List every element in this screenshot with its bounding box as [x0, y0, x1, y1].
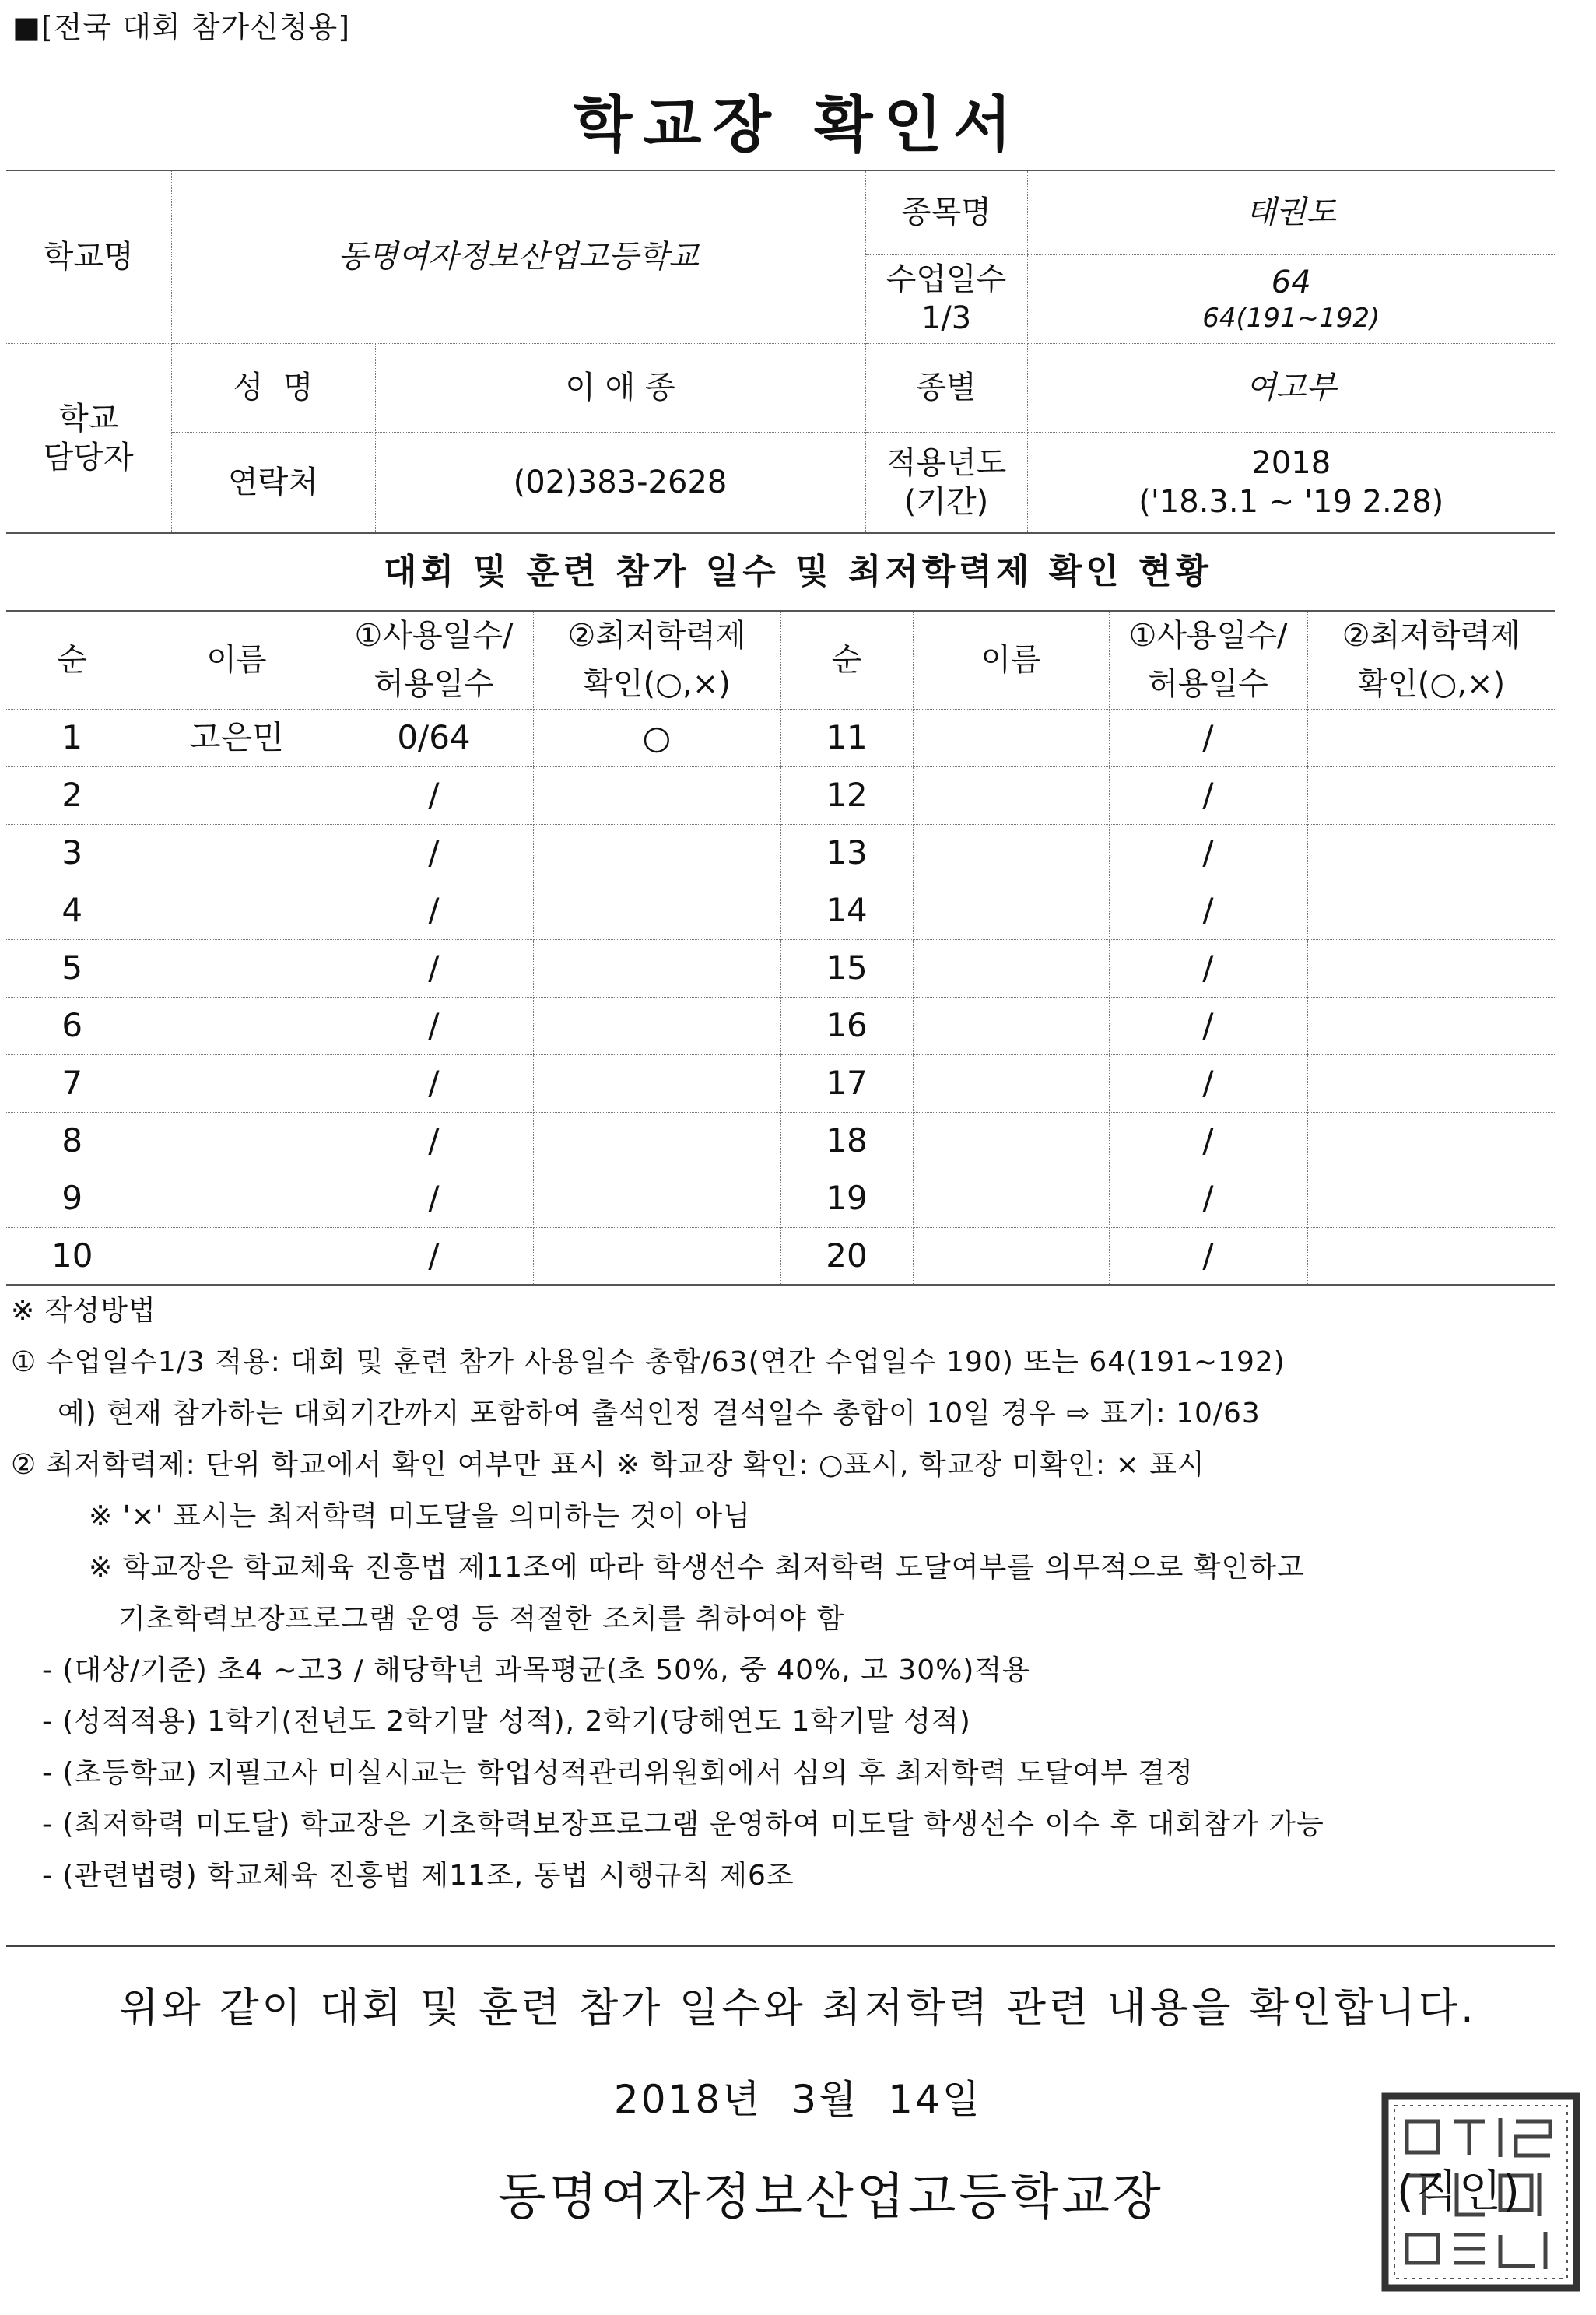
- row-days: /: [335, 766, 533, 824]
- class-days-value: [1027, 254, 1555, 343]
- issue-date: 2018년 3월 14일: [613, 2077, 983, 2122]
- row-name: [913, 766, 1109, 824]
- row-name: [139, 766, 335, 824]
- row-check: [1307, 709, 1555, 766]
- row-days: /: [335, 939, 533, 997]
- row-check: [1307, 882, 1555, 939]
- row-no: 18: [780, 1112, 913, 1170]
- divider: [6, 1945, 1555, 1947]
- row-name: [913, 1112, 1109, 1170]
- row-check: [533, 997, 780, 1054]
- row-name: [913, 1227, 1109, 1285]
- header-name: 이름: [913, 611, 1109, 709]
- header-used-days-line2: 허용일수: [1148, 666, 1268, 703]
- row-name: [913, 1170, 1109, 1227]
- roster-header-row: [6, 611, 1555, 709]
- contact-label: 연락처: [171, 432, 375, 533]
- row-days: /: [1109, 1227, 1307, 1285]
- row-no: 10: [6, 1227, 139, 1285]
- table-row: [6, 1054, 1555, 1112]
- table-row: [6, 939, 1555, 997]
- row-no: 14: [780, 882, 913, 939]
- header-used-days-line1: ①사용일수/: [354, 618, 514, 654]
- row-days: /: [1109, 1054, 1307, 1112]
- table-row: [6, 1112, 1555, 1170]
- period-label-line1: 적용년도: [886, 444, 1007, 481]
- row-no: 12: [780, 766, 913, 824]
- row-check: [533, 1170, 780, 1227]
- row-name: 고은민: [139, 709, 335, 766]
- row-no: 20: [780, 1227, 913, 1285]
- manager-name-label: 성 명: [171, 343, 375, 432]
- row-name: [139, 1054, 335, 1112]
- event-value: 태권도: [1027, 170, 1555, 254]
- row-check: [1307, 766, 1555, 824]
- school-name-label: 학교명: [6, 170, 171, 343]
- row-check: [533, 766, 780, 824]
- instruction-item-2: ② 최저학력제: 단위 학교에서 확인 여부만 표시 ※ 학교장 확인: ○표시, 학교장 미확인: × 표시: [11, 1449, 1205, 1481]
- note-principal-duty: ※ 학교장은 학교체육 진흥법 제11조에 따라 학생선수 최저학력 도달여부를 의무적으로 확인하고: [89, 1552, 1305, 1584]
- row-name: [139, 1112, 335, 1170]
- row-name: [139, 997, 335, 1054]
- row-check: [533, 824, 780, 882]
- row-no: 15: [780, 939, 913, 997]
- row-days: /: [335, 882, 533, 939]
- confirmation-statement: 위와 같이 대회 및 훈련 참가 일수와 최저학력 관련 내용을 확인합니다.: [119, 1985, 1477, 2032]
- document-title: 학교장 확인서: [573, 90, 1023, 160]
- row-no: 7: [6, 1054, 139, 1112]
- table-row: [6, 824, 1555, 882]
- contact-value: (02)383-2628: [375, 432, 865, 533]
- row-days: /: [335, 997, 533, 1054]
- header-min-check-line1: ②최저학력제: [1342, 618, 1521, 654]
- table-row: [6, 1227, 1555, 1285]
- row-no: 16: [780, 997, 913, 1054]
- row-days: /: [1109, 1170, 1307, 1227]
- row-name: [913, 997, 1109, 1054]
- header-min-check-line2: 확인(○,×): [1357, 666, 1506, 703]
- row-check: [1307, 1227, 1555, 1285]
- header-no: 순: [6, 611, 139, 709]
- category-value: 여고부: [1027, 343, 1555, 432]
- row-no: 19: [780, 1170, 913, 1227]
- instruction-item-1: ① 수업일수1/3 적용: 대회 및 훈련 참가 사용일수 총합/63(연간 수업일수 190) 또는 64(191~192): [11, 1346, 1286, 1378]
- row-no: 11: [780, 709, 913, 766]
- manager-label-line2: 담당자: [43, 439, 134, 475]
- row-no: 6: [6, 997, 139, 1054]
- row-check: [1307, 824, 1555, 882]
- header-min-check-line2: 확인(○,×): [583, 666, 731, 703]
- header-no: 순: [780, 611, 913, 709]
- row-no: 1: [6, 709, 139, 766]
- row-name: [913, 709, 1109, 766]
- row-check: [1307, 939, 1555, 997]
- note-target-criteria: - (대상/기준) 초4 ~고3 / 해당학년 과목평균(초 50%, 중 40%, 고 30%)적용: [42, 1654, 1030, 1686]
- row-days: /: [335, 1170, 533, 1227]
- row-days: /: [1109, 1112, 1307, 1170]
- manager-name-value: 이 애 종: [375, 343, 865, 432]
- row-days: /: [1109, 882, 1307, 939]
- header-min-check: [533, 611, 780, 709]
- row-check: ○: [533, 709, 780, 766]
- row-check: [533, 939, 780, 997]
- instructions-heading: ※ 작성방법: [11, 1295, 156, 1327]
- row-days: /: [335, 824, 533, 882]
- row-check: [533, 882, 780, 939]
- principal-title: 동명여자정보산업고등학교장: [498, 2169, 1164, 2226]
- table-row: [6, 1170, 1555, 1227]
- header-name: 이름: [139, 611, 335, 709]
- school-name-value: 동명여자정보산업고등학교: [171, 170, 865, 343]
- row-days: /: [1109, 939, 1307, 997]
- note-not-reached: - (최저학력 미도달) 학교장은 기초학력보장프로그램 운영하여 미도달 학생선수 이수 후 대회참가 가능: [42, 1808, 1324, 1840]
- row-days: /: [1109, 766, 1307, 824]
- header-min-check-line1: ②최저학력제: [567, 618, 746, 654]
- row-name: [139, 882, 335, 939]
- table-row: [6, 766, 1555, 824]
- row-name: [139, 824, 335, 882]
- row-no: 9: [6, 1170, 139, 1227]
- row-name: [913, 882, 1109, 939]
- class-days-label-line2: 1/3: [921, 300, 972, 336]
- class-days-value-line2: 64(191~192): [1202, 302, 1380, 334]
- table-row: [6, 997, 1555, 1054]
- class-days-label: [865, 254, 1027, 343]
- period-value-line2: ('18.3.1 ~ '19 2.28): [1138, 483, 1444, 520]
- row-days: /: [1109, 997, 1307, 1054]
- row-name: [913, 824, 1109, 882]
- period-value: [1027, 432, 1555, 533]
- instructions: [11, 1286, 1567, 1902]
- seal-placeholder-label: (직인): [1397, 2166, 1521, 2217]
- header-used-days-line1: ①사용일수/: [1128, 618, 1288, 654]
- instruction-item-1-example: 예) 현재 참가하는 대회기간까지 포함하여 출석인정 결석일수 총합이 10일 경우 ⇨ 표기: 10/63: [58, 1398, 1261, 1429]
- period-label: [865, 432, 1027, 533]
- row-name: [139, 939, 335, 997]
- school-info-table: [6, 170, 1555, 534]
- row-check: [1307, 1112, 1555, 1170]
- manager-label-line1: 학교: [58, 400, 119, 437]
- manager-label: [6, 343, 171, 533]
- row-check: [533, 1227, 780, 1285]
- note-related-laws: - (관련법령) 학교체육 진흥법 제11조, 동법 시행규칙 제6조: [42, 1860, 794, 1892]
- row-name: [913, 1054, 1109, 1112]
- note-x-mark: ※ '×' 표시는 최저학력 미도달을 의미하는 것이 아님: [89, 1500, 751, 1532]
- form-type-tag: ■[전국 대회 참가신청용]: [12, 10, 351, 44]
- row-no: 8: [6, 1112, 139, 1170]
- header-used-days-line2: 허용일수: [374, 666, 494, 703]
- class-days-label-line1: 수업일수: [886, 261, 1007, 297]
- status-heading: 대회 및 훈련 참가 일수 및 최저학력제 확인 현황: [383, 552, 1213, 591]
- note-elementary: - (초등학교) 지필고사 미실시교는 학업성적관리위원회에서 심의 후 최저학력 도달여부 결정: [42, 1757, 1194, 1789]
- row-days: /: [335, 1227, 533, 1285]
- header-min-check: [1307, 611, 1555, 709]
- period-label-line2: (기간): [903, 483, 989, 520]
- row-check: [1307, 997, 1555, 1054]
- header-used-days: [1109, 611, 1307, 709]
- note-principal-duty-cont: 기초학력보장프로그램 운영 등 적절한 조치를 취하여야 함: [118, 1603, 845, 1635]
- row-name: [139, 1170, 335, 1227]
- row-check: [1307, 1054, 1555, 1112]
- row-name: [139, 1227, 335, 1285]
- row-name: [913, 939, 1109, 997]
- event-label: 종목명: [865, 170, 1027, 254]
- row-check: [533, 1112, 780, 1170]
- row-no: 4: [6, 882, 139, 939]
- table-row: [6, 709, 1555, 766]
- row-days: /: [1109, 709, 1307, 766]
- note-grade-application: - (성적적용) 1학기(전년도 2학기말 성적), 2학기(당해연도 1학기말 성적): [42, 1706, 971, 1738]
- row-no: 17: [780, 1054, 913, 1112]
- row-no: 13: [780, 824, 913, 882]
- table-row: [6, 882, 1555, 939]
- row-days: /: [335, 1112, 533, 1170]
- roster-table: [6, 610, 1555, 1286]
- row-check: [533, 1054, 780, 1112]
- row-no: 2: [6, 766, 139, 824]
- category-label: 종별: [865, 343, 1027, 432]
- period-value-line1: 2018: [1251, 444, 1331, 481]
- row-no: 5: [6, 939, 139, 997]
- row-check: [1307, 1170, 1555, 1227]
- row-days: 0/64: [335, 709, 533, 766]
- row-days: /: [335, 1054, 533, 1112]
- row-days: /: [1109, 824, 1307, 882]
- row-no: 3: [6, 824, 139, 882]
- header-used-days: [335, 611, 533, 709]
- class-days-value-line1: 64: [1271, 264, 1311, 300]
